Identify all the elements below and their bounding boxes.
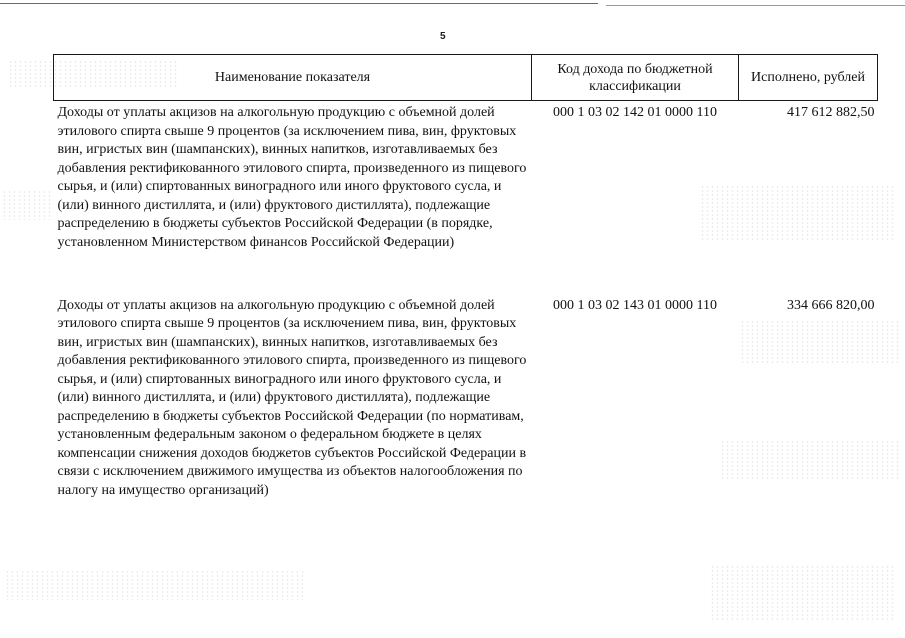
revenue-table bbox=[53, 54, 878, 534]
top-border-line bbox=[0, 3, 598, 4]
executed-amount: 334 666 820,00 bbox=[787, 297, 875, 313]
scan-noise bbox=[2, 190, 52, 220]
revenue-code: 000 1 03 02 142 01 0000 110 bbox=[553, 105, 717, 120]
page-number: 5 bbox=[440, 31, 446, 42]
revenue-code: 000 1 03 02 143 01 0000 110 bbox=[553, 297, 717, 313]
table-row bbox=[54, 101, 878, 294]
table-row bbox=[54, 294, 878, 534]
table-header-row bbox=[54, 55, 878, 101]
column-header-executed: Исполнено, рублей bbox=[739, 55, 878, 101]
scan-noise bbox=[710, 565, 895, 620]
scan-noise bbox=[5, 570, 305, 600]
top-border-line-right bbox=[606, 5, 905, 6]
executed-amount: 417 612 882,50 bbox=[787, 105, 875, 120]
indicator-name: Доходы от уплаты акцизов на алкогольную продукцию с объемной долей этилового спирта свыше 9 процентов (за исключением пива, вин, фруктовых вин, игристых вин (шампанских), винных напитков, изготавливаемых без добавления ректификованного этилового спирта, произведенного из пищевого сырья, и (или) спиртованных виноградного или иного фруктового сусла, и (или) винного дистиллята, и (или) фруктового дистиллята), подлежащие распределению в бюджеты субъектов Российской Федерации (в порядке, установленном Министерством финансов Российской Федерации) bbox=[57, 105, 527, 250]
indicator-name: Доходы от уплаты акцизов на алкогольную продукцию с объемной долей этилового спирта свыше 9 процентов (за исключением пива, вин, фруктовых вин, игристых вин (шампанских), винных напитков, изготавливаемых без добавления ректификованного этилового спирта, произведенного из пищевого сырья, и (или) спиртованных виноградного или иного фруктового сусла, и (или) винного дистиллята, и (или) фруктового дистиллята), подлежащие распределению в бюджеты субъектов Российской Федерации (по нормативам, установленным федеральным законом о федеральном бюджете в целях компенсации снижения доходов бюджетов субъектов Российской Федерации в связи с исключением движимого имущества из объектов налогообложения по налогу на имущество организаций) bbox=[57, 297, 527, 498]
column-header-name: Наименование показателя bbox=[54, 55, 532, 101]
column-header-code: Код дохода по бюджетной классификации bbox=[532, 55, 739, 101]
